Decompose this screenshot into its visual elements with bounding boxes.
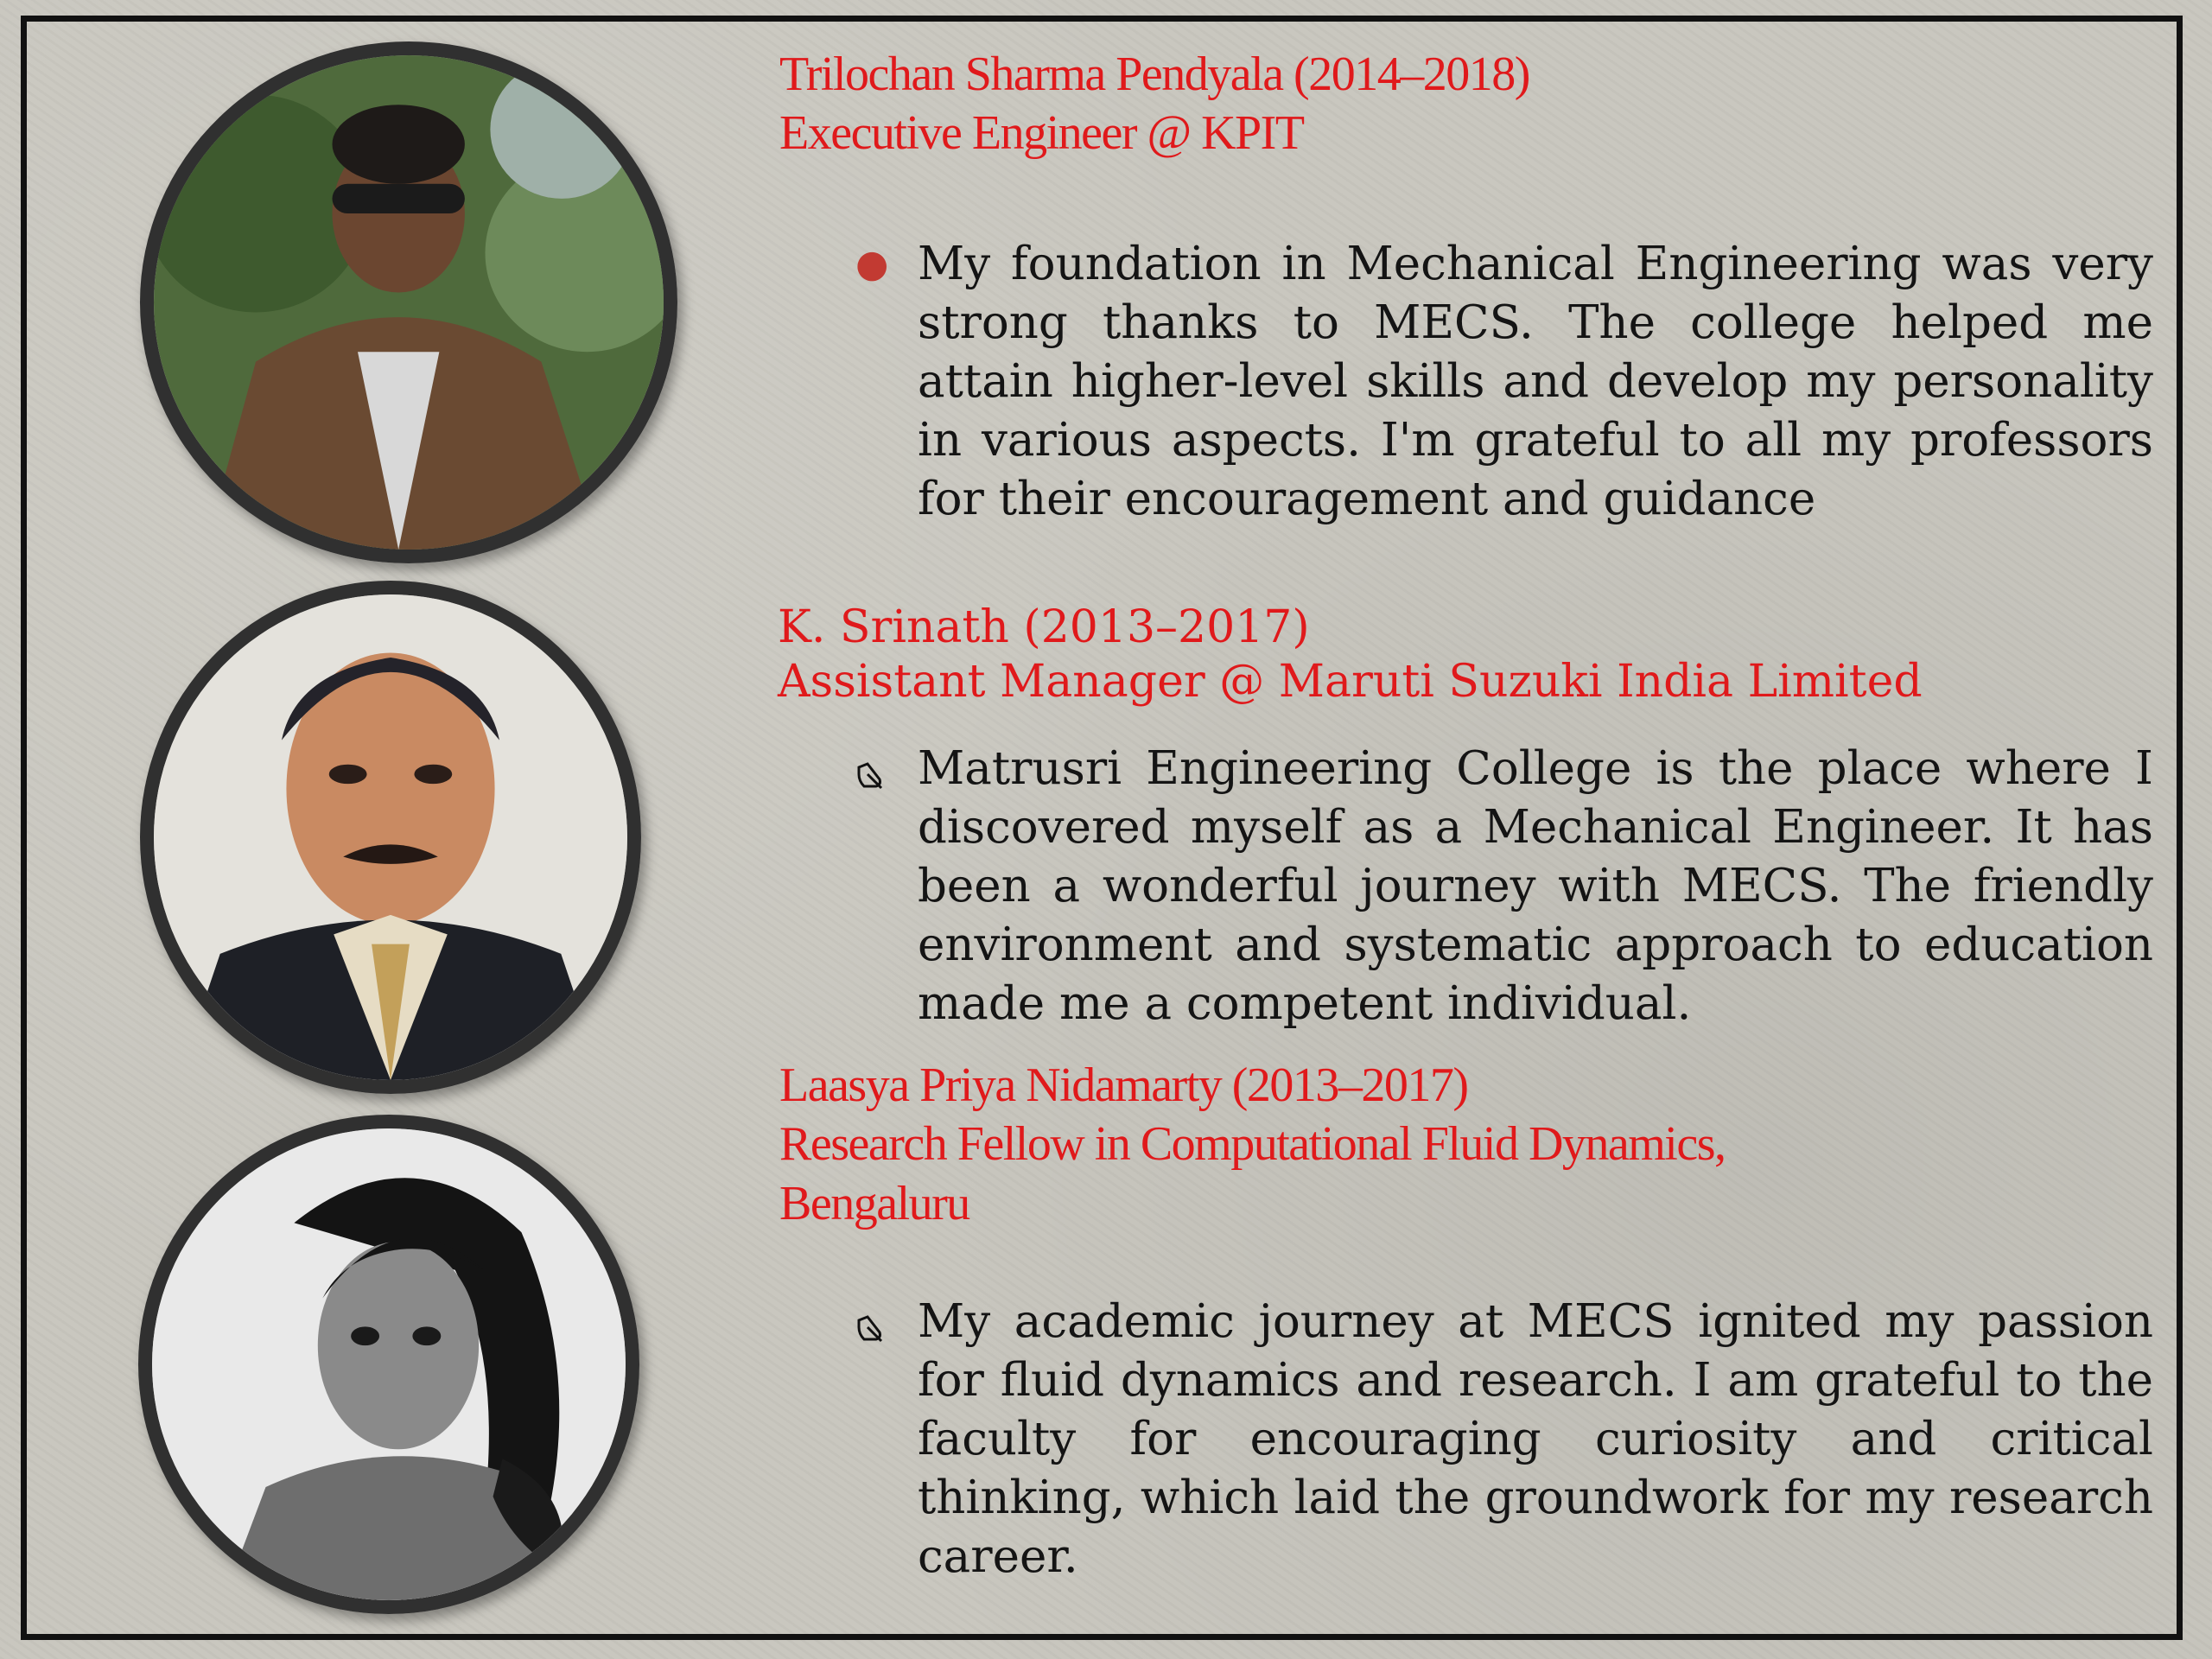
testimonial-quote-srinath: Matrusri Engineering College is the place where I discovered myself as a Mechanical Engineer. It has been a wonderful journey with MECS. The friendly environment and systematic approach to education made me a competent individual.: [918, 742, 2153, 1030]
dot-bullet-icon: ●: [855, 242, 889, 286]
alumnus-header-laasya: [779, 1056, 1726, 1233]
alumnus-header-srinath: [778, 601, 1923, 710]
alumnus-header-trilochan: [779, 45, 1529, 163]
testimonial-quote-laasya: My academic journey at MECS ignited my passion for fluid dynamics and research. I am grateful to the faculty for encouraging curiosity and critical thinking, which laid the groundwork for my research career.: [918, 1295, 2153, 1583]
hand-writing-bullet-icon: [855, 760, 885, 791]
testimonial-quote-trilochan: My foundation in Mechanical Engineering was very strong thanks to MECS. The college helped me attain higher-level skills and develop my personality in various aspects. I'm grateful to all my professors for their encouragement and guidance: [918, 238, 2153, 525]
alumnus-name: Laasya Priya Nidamarty (2013–2017): [779, 1058, 1468, 1112]
alumnus-role-line2: Bengaluru: [779, 1176, 969, 1230]
alumnus-name: K. Srinath (2013–2017): [778, 601, 1310, 653]
alumnus-role: Executive Engineer @ KPIT: [779, 106, 1304, 161]
alumnus-photo-trilochan: [140, 41, 677, 563]
alumnus-photo-srinath: [140, 581, 641, 1094]
alumnus-role: Assistant Manager @ Maruti Suzuki India Limited: [778, 656, 1923, 709]
hand-writing-bullet-icon: [855, 1313, 885, 1344]
alumnus-name: Trilochan Sharma Pendyala (2014–2018): [779, 48, 1529, 101]
alumnus-role-line1: Research Fellow in Computational Fluid Dynamics,: [779, 1117, 1726, 1172]
alumnus-photo-laasya: [138, 1115, 639, 1614]
